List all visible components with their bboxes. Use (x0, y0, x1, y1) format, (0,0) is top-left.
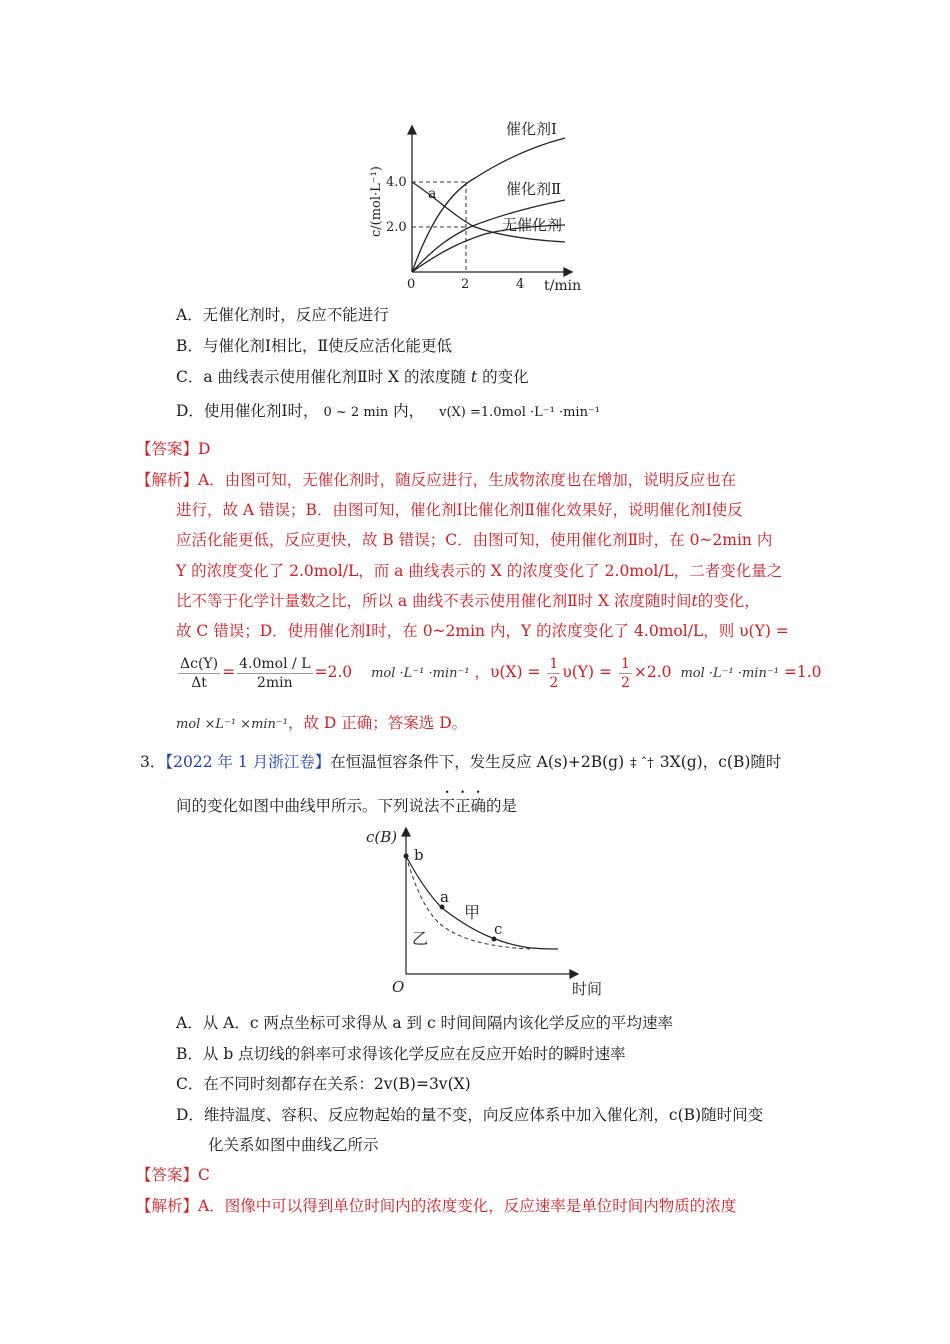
fraction-delta-c (178, 655, 220, 692)
q2-explanation-line-8 (176, 712, 467, 736)
q3-stem-line-1 (140, 751, 781, 775)
q3-option-d-line-2: 化关系如图中曲线乙所示 (208, 1136, 379, 1154)
curve-label-no-catalyst: 无催化剂 (502, 216, 563, 234)
question-text: 的是 (486, 797, 518, 815)
fraction-numerator: 1 (620, 655, 630, 672)
fraction-denominator: Δt (191, 674, 207, 691)
q2-option-a: A．无催化剂时，反应不能进行 (176, 306, 389, 324)
fraction-numerator: Δc(Y) (180, 655, 219, 672)
fraction-denominator: 2 (549, 674, 559, 691)
q2-explanation-line-4: Y 的浓度变化了 2.0mol/L，而 a 曲线表示的 X 的浓度变化了 2.0mol/L，二者变化量之 (176, 562, 783, 580)
q2-explanation-line-5 (176, 590, 760, 612)
curve-label-catalyst-2: 催化剂Ⅱ (506, 180, 562, 198)
explanation-text: ，故 D 正确；答案选 D。 (288, 714, 468, 732)
fraction-half (547, 655, 560, 692)
point-b-label: b (414, 846, 424, 864)
x-axis-label: t/min (544, 278, 582, 294)
answer-value: C (198, 1166, 210, 1184)
q2-explanation-line-2: 进行，故 A 错误；B．由图可知，催化剂Ⅰ比催化剂Ⅱ催化效果好，说明催化剂Ⅰ使反 (176, 501, 743, 519)
q3-stem-line-2 (176, 788, 517, 817)
q2-option-d (176, 400, 600, 424)
question-source: 【2022 年 1 月浙江卷】 (165, 753, 331, 771)
origin-label: O (392, 978, 405, 996)
q2-option-c-text: C．a 曲线表示使用催化剂Ⅱ时 X 的浓度随 (176, 368, 466, 386)
fraction-denominator: 2min (256, 674, 293, 691)
y-tick-2: 2.0 (386, 220, 407, 235)
y-axis-label: c(B) (366, 828, 398, 846)
q2-option-d-formula: v(X) =1.0mol ·L⁻¹ ·min⁻¹ (439, 405, 601, 420)
q3-explanation-line-1 (136, 1195, 736, 1217)
q3-answer (136, 1164, 210, 1186)
q2-option-c-post: 的变化 (482, 368, 529, 386)
q2-option-d-mid: 内， (393, 402, 425, 420)
figure-catalyst-chart (360, 112, 600, 294)
curve-label-catalyst-1: 催化剂Ⅰ (506, 120, 557, 138)
equation-unit: mol ·L⁻¹ ·min⁻¹ (371, 666, 470, 681)
answer-value: D (198, 440, 211, 458)
x-axis-label: 时间 (572, 980, 603, 998)
equation-times: ×2.0 (633, 663, 672, 681)
curve-label-yi: 乙 (412, 929, 429, 948)
equation-unit: mol ·L⁻¹ ·min⁻¹ (680, 666, 779, 681)
equation-value: =1.0 (783, 663, 822, 681)
equilibrium-arrow: ‡ ˆ† (630, 756, 654, 771)
point-c-label: c (494, 920, 503, 938)
q2-explanation-line-1 (136, 469, 736, 491)
question-number: 3． (140, 753, 166, 771)
q2-explanation-equation: $\frac{\Delta c(Y)}{\Delta t}$ = $\frac{\text{4.0mol / L}}{2\min}$ =2.0 mol ·L⁻¹ ·min⁻¹ ，υ(X) = $\frac{1}{2}$ υ(Y) = $\frac{1}{2}$ ×2.0 mol ·L⁻¹ ·min⁻¹ =1.0 (180, 655, 822, 691)
curve-label-jia: 甲 (464, 903, 481, 922)
x-tick-0: 0 (407, 277, 416, 292)
equation-value: =2.0 (314, 663, 353, 681)
y-axis-label: c/(mol·L⁻¹) (369, 166, 384, 237)
q3-option-b: B．从 b 点切线的斜率可求得该化学反应在反应开始时的瞬时速率 (176, 1045, 626, 1063)
q2-option-b: B．与催化剂Ⅰ相比，Ⅱ使反应活化能更低 (176, 337, 453, 355)
equation-upsilon-y: υ(Y) = (562, 663, 612, 681)
emphasis-text: 不正确 (439, 797, 487, 815)
equation-unit: mol ×L⁻¹ ×min⁻¹ (176, 717, 288, 732)
explanation-text: 比不等于化学计量数之比，所以 a 曲线不表示使用催化剂Ⅱ时 X 浓度随时间 (176, 592, 692, 610)
y-tick-4: 4.0 (386, 175, 407, 190)
fraction-values (237, 655, 312, 692)
point-a-label: a (440, 888, 449, 906)
x-tick-4: 4 (516, 277, 525, 292)
answer-label: 【答案】 (136, 440, 199, 458)
q2-option-d-text: D．使用催化剂Ⅰ时， (176, 402, 319, 420)
explanation-text: A．图像中可以得到单位时间内的浓度变化，反应速率是单位时间内物质的浓度 (198, 1197, 737, 1215)
question-text: 3X(g)，c(B)随时 (659, 753, 782, 771)
q3-option-a: A．从 A．c 两点坐标可求得从 a 到 c 时间间隔内该化学反应的平均速率 (176, 1014, 674, 1032)
explanation-t: t (691, 592, 698, 610)
question-text: 间的变化如图中曲线甲所示。下列说法 (176, 797, 440, 815)
explanation-label: 【解析】 (136, 471, 199, 489)
q2-explanation-line-6: 故 C 错误；D．使用催化剂Ⅰ时，在 0~2min 内，Y 的浓度变化了 4.0mol/L，则 υ(Y) = (176, 622, 789, 640)
point-a-label: a (428, 186, 437, 202)
q2-explanation-line-3: 应活化能更低，反应更快，故 B 错误；C．由图可知，使用催化剂Ⅱ时，在 0~2min 内 (176, 531, 773, 549)
q3-option-c: C．在不同时刻都存在关系：2v(B)=3v(X) (176, 1075, 471, 1093)
fraction-numerator: 1 (549, 655, 559, 672)
fraction-denominator: 2 (620, 674, 630, 691)
answer-label: 【答案】 (136, 1166, 199, 1184)
q2-option-d-range: 0 ~ 2 min (323, 405, 389, 420)
fraction-numerator: 4.0mol / L (239, 655, 311, 672)
question-text: 在恒温恒容条件下，发生反应 A(s)+2B(g) (330, 753, 625, 771)
q2-option-c-t: t (470, 368, 478, 386)
explanation-label: 【解析】 (136, 1197, 199, 1215)
q2-answer (136, 438, 210, 460)
q3-option-d-line-1: D．维持温度、容积、反应物起始的量不变，向反应体系中加入催化剂，c(B)随时间变 (176, 1106, 764, 1124)
explanation-text: 的变化， (697, 592, 760, 610)
fraction-half-2 (619, 655, 632, 692)
x-tick-2: 2 (461, 277, 470, 292)
figure-concentration-time-chart (360, 822, 620, 1002)
equation-upsilon-x: ，υ(X) = (474, 663, 541, 681)
q2-option-c (176, 366, 529, 388)
explanation-text: A．由图可知，无催化剂时，随反应进行，生成物浓度也在增加，说明反应也在 (198, 471, 737, 489)
